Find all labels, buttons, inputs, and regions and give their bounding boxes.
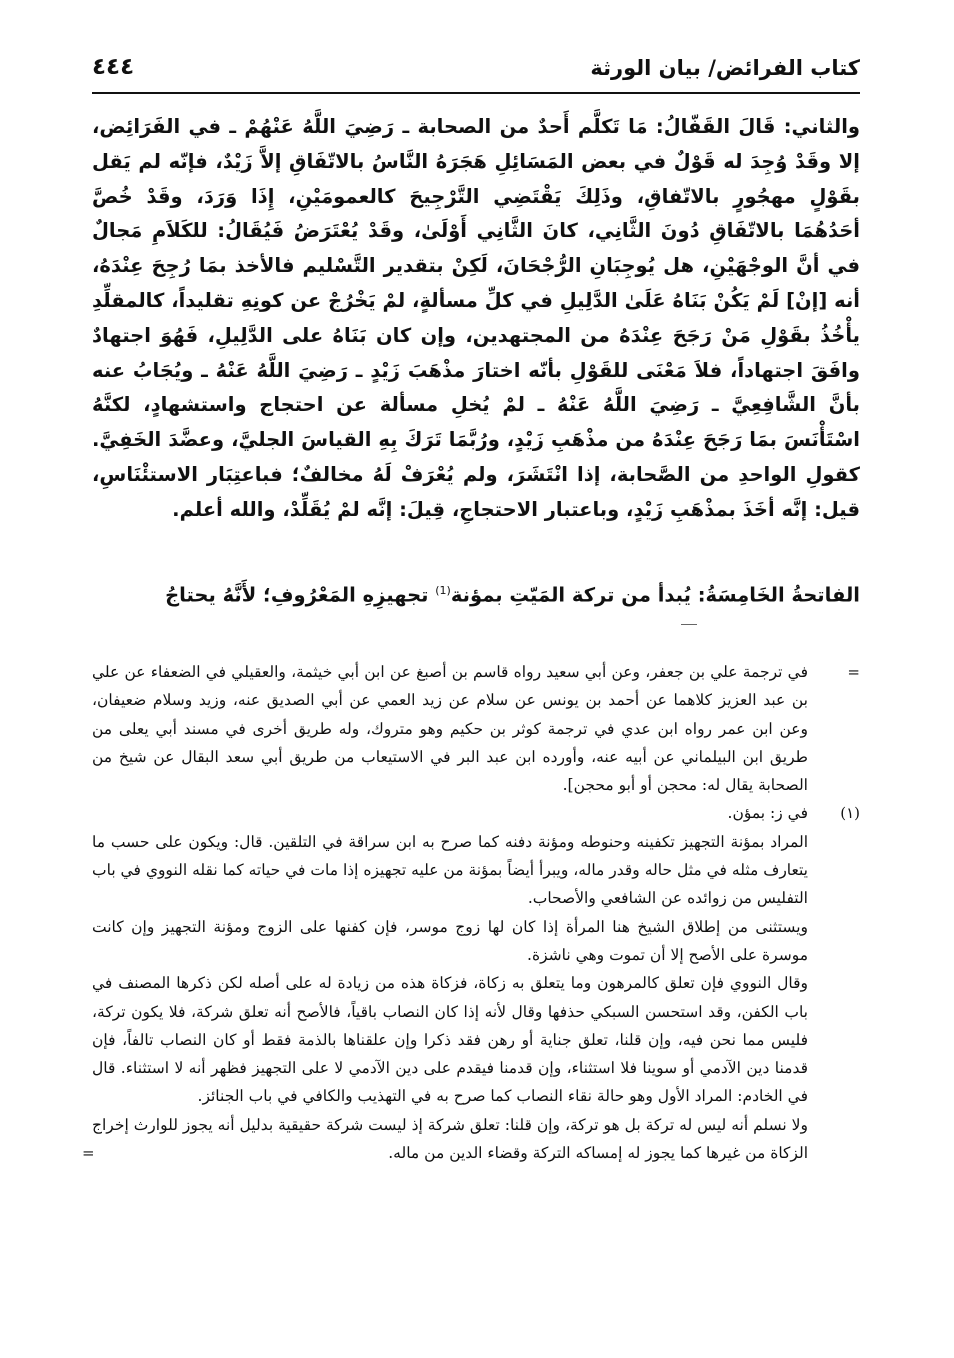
footnote-1-line: في ز: بمؤن. — [727, 804, 808, 823]
continuation-text: في ترجمة علي بن جعفر، وعن أبي سعيد رواه قاسم بن أصبغ عن ابن أبي خيثمة، والعقيلي في الضعفاء عن علي بن عبد العزيز كلاهما عن أحمد بن يونس عن سلام عن زيد العمي عن أبي الصديق عنه، وزيد وسلام ضعيفان، وعن ابن عمر رواه ابن عدي في ترجمة كوثر بن حكيم وهو متروك، وله طريق أخرى في مسند أبي يعلى من طريق ابن البيلماني عن أبيه عنه، وأورده ابن عبد البر في الاستيعاب من طريق أبي سعد البقال عن شيخ من الصحابة يقال له: محجن أو أبو محجن]. — [92, 663, 808, 795]
footnote-1-line: المراد بمؤنة التجهيز تكفينه وحنوطه ومؤنة دفنه كما صرح به ابن سراقة في التلقين. قال: ويكون على حسب ما يتعارف مثله في مثل حاله وقدر ماله، ويبرأ أيضاً بمؤنة من عليه تجهيزه إذا مات في حياته كما نقله النووي في باب التفليس من زوائده عن الشافعي والأصحاب. — [92, 832, 808, 908]
section-heading: الفاتحةُ الخَامِسَةُ — [705, 583, 860, 607]
page-number: ٤٤٤ — [92, 54, 135, 80]
footnote-divider — [681, 624, 697, 625]
section-paragraph — [92, 574, 860, 613]
footnote-1-line: وقال النووي فإن تعلق كالمرهون وما يتعلق به زكاة، فزكاة هذه من زيادة له على أصله لكن ذكرها المصنف في باب الكفن، وقد استحسن السبكي حذفها وقال لأنه إذا كان النصاب باقياً، فالأصح أنه تعلق شركة، فلا يكون تركة، فليس مما نحن فيه، وإن قلنا، تعلق جناية أو رهن فقد ذكرا وإن علقناها بالذمة فقط أو كان النصاب تالفاً، فإن قدمنا دين الآدمي أو سوينا فلا استثناء، وإن قدمنا فيقدم على دين الآدمي لا على التجهيز فظهر أنه لا استثناء. قال في الخادم: المراد الأول وهو حالة نقاء النصاب كما صرح به في التهذيب والكافي في باب الجنائز. — [92, 974, 808, 1106]
footnote-continuation — [92, 658, 860, 799]
main-text — [92, 110, 860, 528]
footnotes — [82, 658, 860, 1167]
footnote-1-continuation — [82, 828, 808, 1168]
footnote-1 — [92, 799, 860, 827]
main-paragraph: والثاني: قَالَ القَفّالُ: مَا تَكلَّم أَحدٌ من الصحابة ـ رَضِيَ اللَّهُ عَنْهُمْ ـ في الفَرَائِض، إلا وقَدْ وُجِدَ له قَوْلٌ في بعض المَسَائِلِ هَجَرَهُ النَّاسُ بالاتّفَاقِ إلاَّ زَيْدٌ، فإنّه لم يَقل بقَوْلٍ مهجُورٍ بالاتّفاقِ، وذَلِكَ يَقْتَضِي التَّرْجِيحَ كالعمومَيْنِ، إِذَا وَرَدَ، وقَدْ خُصَّ أحَدُهُمَا بالاتّفَاقِ دُونَ الثَّانِي، كانَ الثَّانِي أَوْلَىٰ، وقَدْ يُعْتَرَضُ فَيُقَالُ: للكَلاَمِ مَجالٌ في أنَّ الوجْهَيْنِ، هل يُوجِبَانِ الرُّجْحَانَ، لَكِنْ بتقدير التَّسْليم فالأخذ بمَا رُجِحَ عِنْدَهُ، أنه [إنْ] لَمْ يَكُنْ بَنَاهُ عَلَىٰ الدَّلِيلِ في كلِّ مسألةٍ، لمْ يَخْرُجْ عن كونِهِ تقليداً، كالمقلِّدِ يأْخُذُ بقَوْلِ مَنْ رَجَحَ عِنْدَهُ من المجتهدين، وإن كان بَنَاهُ على الدَّلِيلِ، فَهُوَ اجتهادٌ وافَقَ اجتهاداً، فلاَ مَعْنَى للقَوْلِ بأنّه اختارَ مذْهَبَ زَيْدٍ ـ رَضِيَ اللَّهُ عَنْهُ ـ ويُجَابُ عنه بأنَّ الشَّافِعِيَّ ـ رَضِيَ اللَّهُ عَنْهُ ـ لمْ يُخلِ مسألة عن احتجاج واستشهادٍ، لكنَّهُ اسْتَأْنَسَ بمَا رَجَحَ عِنْدَهُ من مذْهَبِ زَيْدٍ، ورُبَّمَا تَرَكَ بِهِ القياسَ الجليَّ، وعضَّدَ الخَفِيَّ. كقولِ الواحدِ من الصَّحابة، إذا انْتَشَرَ، ولم يُعْرَفْ لَهُ مخالفٌ؛ فباعتِبَار الاستئْنَاسِ، قيل: إنَّه أخَذَ بمذْهَبِ زَيْدٍ، وباعتبار الاحتجاجِ، قِيلَ: إنَّه لمْ يُقَلِّدْ، والله أعلم. — [92, 115, 860, 521]
section-text-after: تجهيزِهِ المَعْرُوفِ؛ لأَنَّهُ يحتاجُ — [165, 583, 436, 607]
continuation-marker: = — [847, 663, 860, 681]
header-title: كتاب الفرائض/ بيان الورثة — [590, 56, 860, 80]
footnote-1-line: ولا نسلم أنه ليس له تركة بل هو تركة، وإن قلنا: تعلق شركة إذ ليست شركة حقيقية بدليل أنه يجوز للوارث إخراج الزكاة من غيرها كما يجوز له إمساكه التركة وقضاء الدين من ماله. — [92, 1115, 808, 1163]
end-marker: = — [82, 1144, 95, 1163]
footnote-reference: (1) — [435, 584, 451, 597]
footnote-1-line: ويستثنى من إطلاق الشيخ هنا المرأة إذا كان لها زوج موسر، فإن كفنها على الزوج ومؤنة التجهيز وإن كانت موسرة على الأصح إلا أن تموت وهي ناشزة. — [92, 917, 808, 964]
page-header — [92, 54, 860, 94]
section-text-before: : يُبدأ من تركة المَيّتِ بمؤنة — [450, 583, 706, 607]
footnote-1-marker: (١) — [840, 804, 860, 823]
